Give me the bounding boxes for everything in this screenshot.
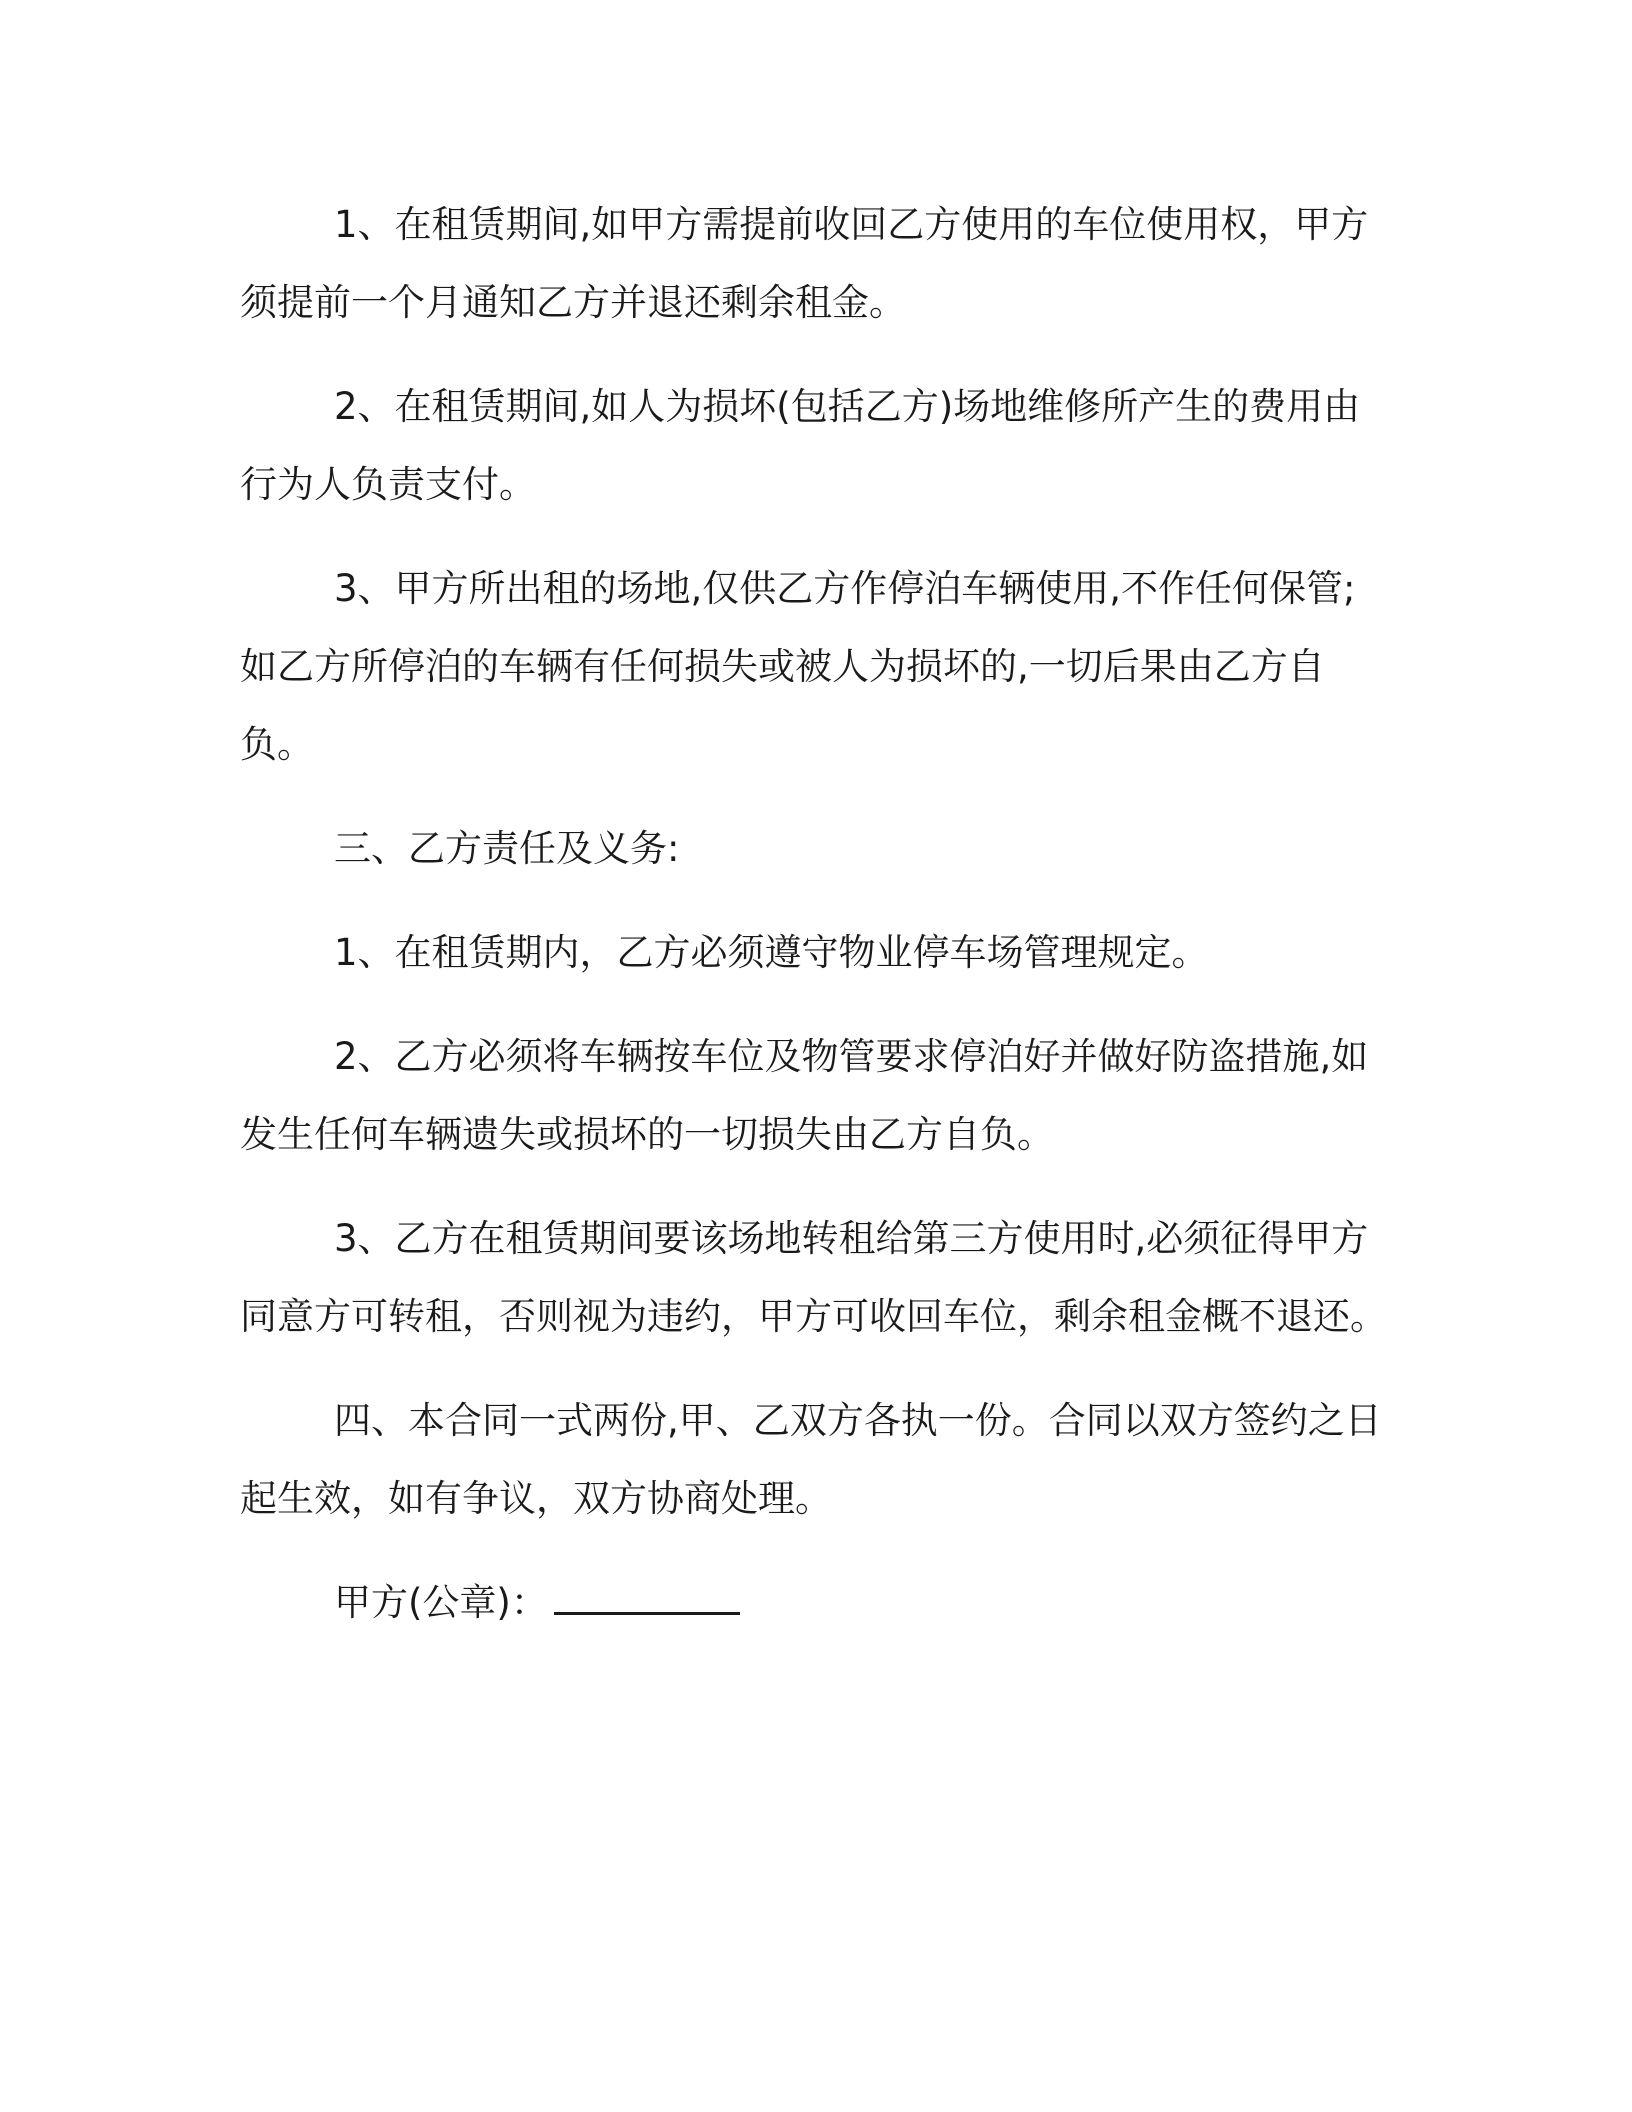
section-heading: 三、乙方责任及义务: <box>334 827 680 870</box>
signature-line <box>240 1564 1390 1642</box>
clause-paragraph: 3、甲方所出租的场地,仅供乙方作停泊车辆使用,不作任何保管;如乙方所停泊的车辆有任何损失或被人为损坏的,一切后果由乙方自负。 <box>240 567 1356 766</box>
clause-paragraph: 3、乙方在租赁期间要该场地转租给第三方使用时,必须征得甲方同意方可转租，否则视为违约，甲方可收回车位，剩余租金概不退还。 <box>240 1217 1387 1338</box>
clause-paragraph: 2、乙方必须将车辆按车位及物管要求停泊好并做好防盗措施,如发生任何车辆遗失或损坏的一切损失由乙方自负。 <box>240 1035 1369 1156</box>
clause-paragraph: 四、本合同一式两份,甲、乙双方各执一份。合同以双方签约之日起生效，如有争议，双方协商处理。 <box>240 1399 1382 1520</box>
signature-label: 甲方(公章)： <box>334 1581 548 1624</box>
clause-paragraph: 1、在租赁期间,如甲方需提前收回乙方使用的车位使用权，甲方须提前一个月通知乙方并退还剩余租金。 <box>240 203 1369 324</box>
clause-paragraph: 1、在租赁期内，乙方必须遵守物业停车场管理规定。 <box>334 931 1209 974</box>
document-page <box>240 186 1390 1642</box>
signature-blank <box>554 1582 740 1615</box>
clause-paragraph: 2、在租赁期间,如人为损坏(包括乙方)场地维修所产生的费用由行为人负责支付。 <box>240 385 1361 506</box>
